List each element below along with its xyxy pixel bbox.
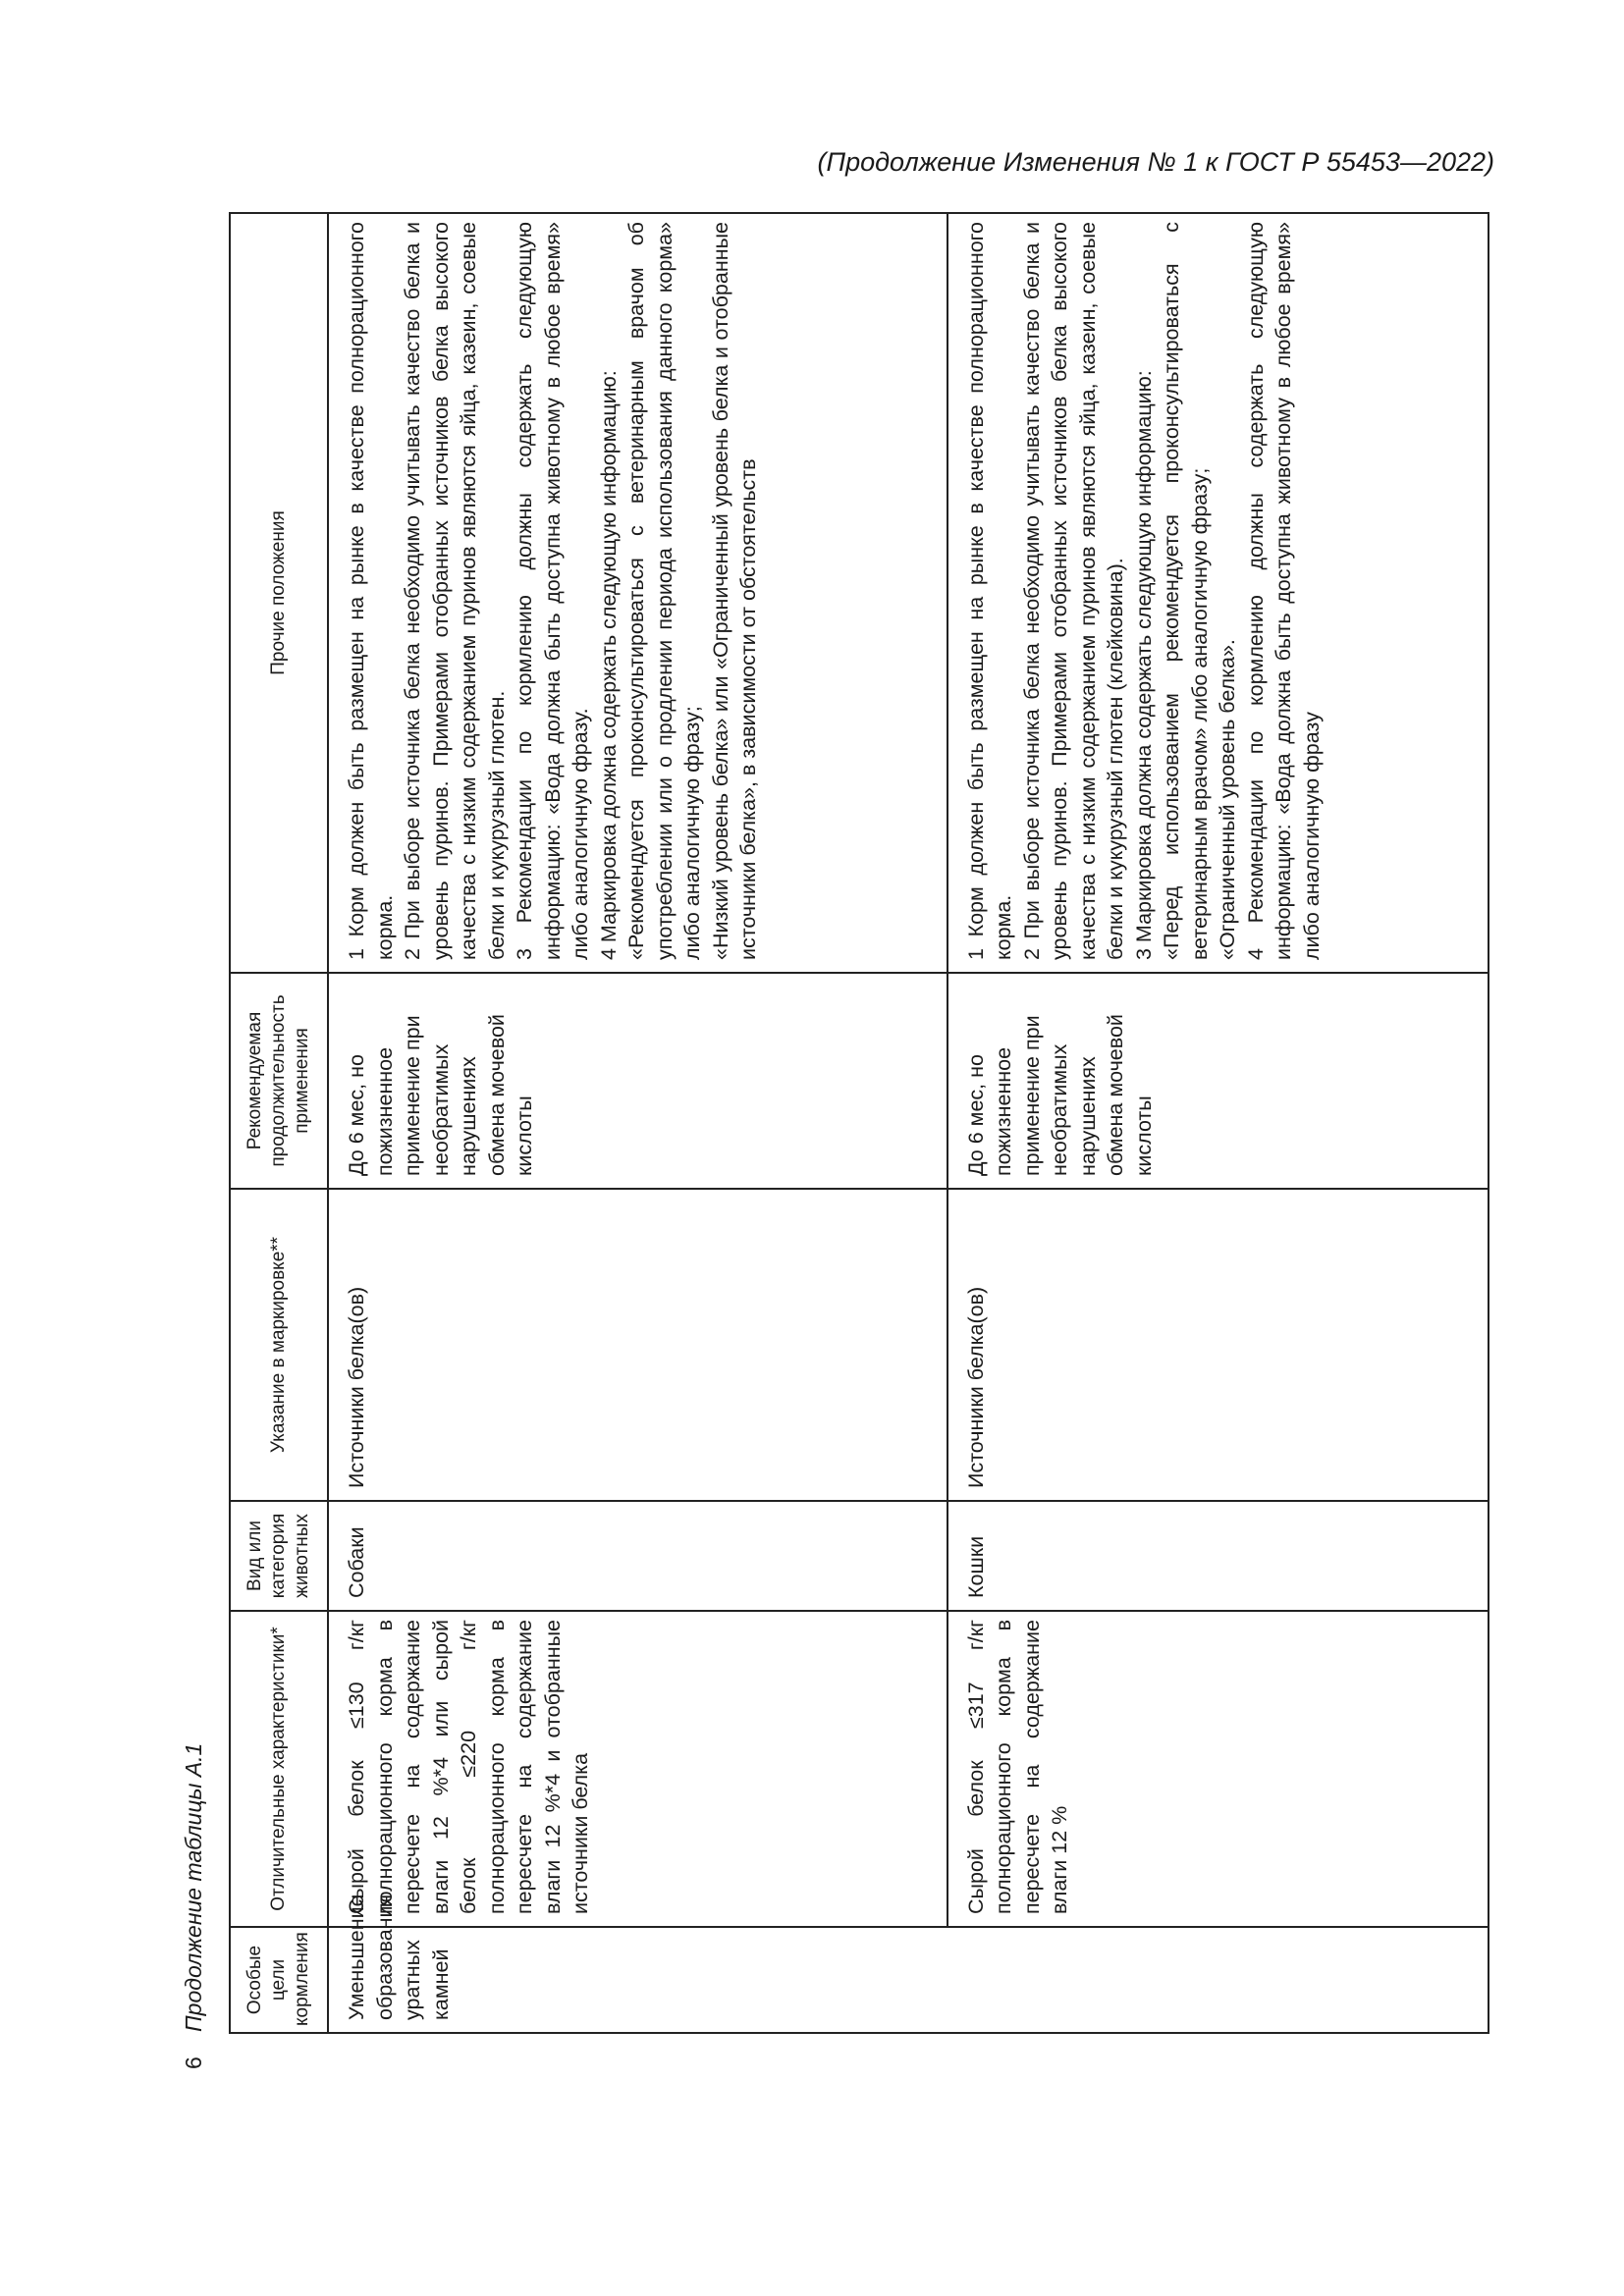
- table-header-row: [230, 213, 328, 2033]
- column-header-animal: Вид или категория животных: [230, 1501, 328, 1611]
- provision-item: «Низкий уровень белка» или «Ограниченный уровень белка и отобранные источники белка», в зависимости от обстоятельств: [708, 222, 760, 960]
- provision-item: 2 При выборе источника белка необходимо учитывать качество белка и уровень пуринов. Примерами отобранных источников белка высокого качества с низким содержанием пуринов являются яйца, казеин, соевые белки и кукурузный глютен.: [401, 222, 509, 960]
- provision-item: 4 Рекомендации по кормлению должны содержать следующую информацию: «Вода должна быть доступна животному в любое время» либо аналогичную фразу: [1243, 222, 1324, 960]
- provision-item: 4 Маркировка должна содержать следующую информацию:: [596, 370, 621, 960]
- page-number: 6: [181, 2056, 206, 2069]
- provision-item: 3 Маркировка должна содержать следующую информацию:: [1131, 370, 1156, 960]
- column-header-provisions: Прочие положения: [230, 213, 328, 973]
- animal-cell: Кошки: [947, 1501, 1489, 1611]
- table-row: [328, 213, 947, 2033]
- purpose-cell: Уменьшение образования уратных камней: [328, 1927, 1489, 2033]
- animal-cell: Собаки: [328, 1501, 947, 1611]
- labeling-cell: Источники белка(ов): [947, 1189, 1489, 1501]
- column-header-purpose: Особые цели кормления: [230, 1927, 328, 2033]
- column-header-labeling: Указание в маркировке**: [230, 1189, 328, 1501]
- duration-cell: До 6 мес, но пожизненное применение при необратимых нарушениях обмена мочевой кислоты: [947, 973, 1489, 1189]
- characteristics-cell: Сырой белок ≤317 г/кг полнорационного корма в пересчете на содержание влаги 12 %: [947, 1611, 1489, 1927]
- column-header-characteristics: Отличительные характеристики*: [230, 1611, 328, 1927]
- labeling-cell: Источники белка(ов): [328, 1189, 947, 1501]
- provision-item: «Перед использованием рекомендуется проконсультироваться с ветеринарным врачом» либо аналогичную фразу;: [1160, 222, 1212, 960]
- duration-cell: До 6 мес, но пожизненное применение при необратимых нарушениях обмена мочевой кислоты: [328, 973, 947, 1189]
- document-continuation-header: (Продолжение Изменения № 1 к ГОСТ Р 55453—2022): [817, 147, 1494, 177]
- provision-item: «Рекомендуется проконсультироваться с ветеринарным врачом об употреблении или о продлении периода использования данного корма» либо аналогичную фразу;: [624, 222, 704, 960]
- table-caption: Продолжение таблицы А.1: [181, 1742, 206, 2032]
- requirements-table: [229, 212, 1489, 2034]
- table-row: [947, 213, 1489, 2033]
- characteristics-cell: Сырой белок ≤130 г/кг полнорационного корма в пересчете на содержание влаги 12 %*4 или сырой белок ≤220 г/кг полнорационного корма в пересчете на содержание влаги 12 %*4 и отобранные источники белка: [328, 1611, 947, 1927]
- provision-item: 1 Корм должен быть размещен на рынке в качестве полнорационного корма.: [345, 222, 397, 960]
- provision-item: «Ограниченный уровень белка».: [1216, 639, 1240, 960]
- provision-item: 2 При выборе источника белка необходимо учитывать качество белка и уровень пуринов. Примерами отобранных источников белка высокого качества с низким содержанием пуринов являются яйца, казеин, соевые белки и кукурузный глютен (клейковина).: [1019, 222, 1128, 960]
- provision-item: 3 Рекомендации по кормлению должны содержать следующую информацию: «Вода должна быть доступна животному в любое время» либо аналогичную фразу.: [513, 222, 592, 960]
- provision-item: 1 Корм должен быть размещен на рынке в качестве полнорационного корма.: [963, 222, 1016, 960]
- provisions-cell: [328, 213, 947, 973]
- rotated-table-container: [229, 214, 1489, 2034]
- provisions-cell: [947, 213, 1489, 973]
- column-header-duration: Рекомендуемая продолжительность применения: [230, 973, 328, 1189]
